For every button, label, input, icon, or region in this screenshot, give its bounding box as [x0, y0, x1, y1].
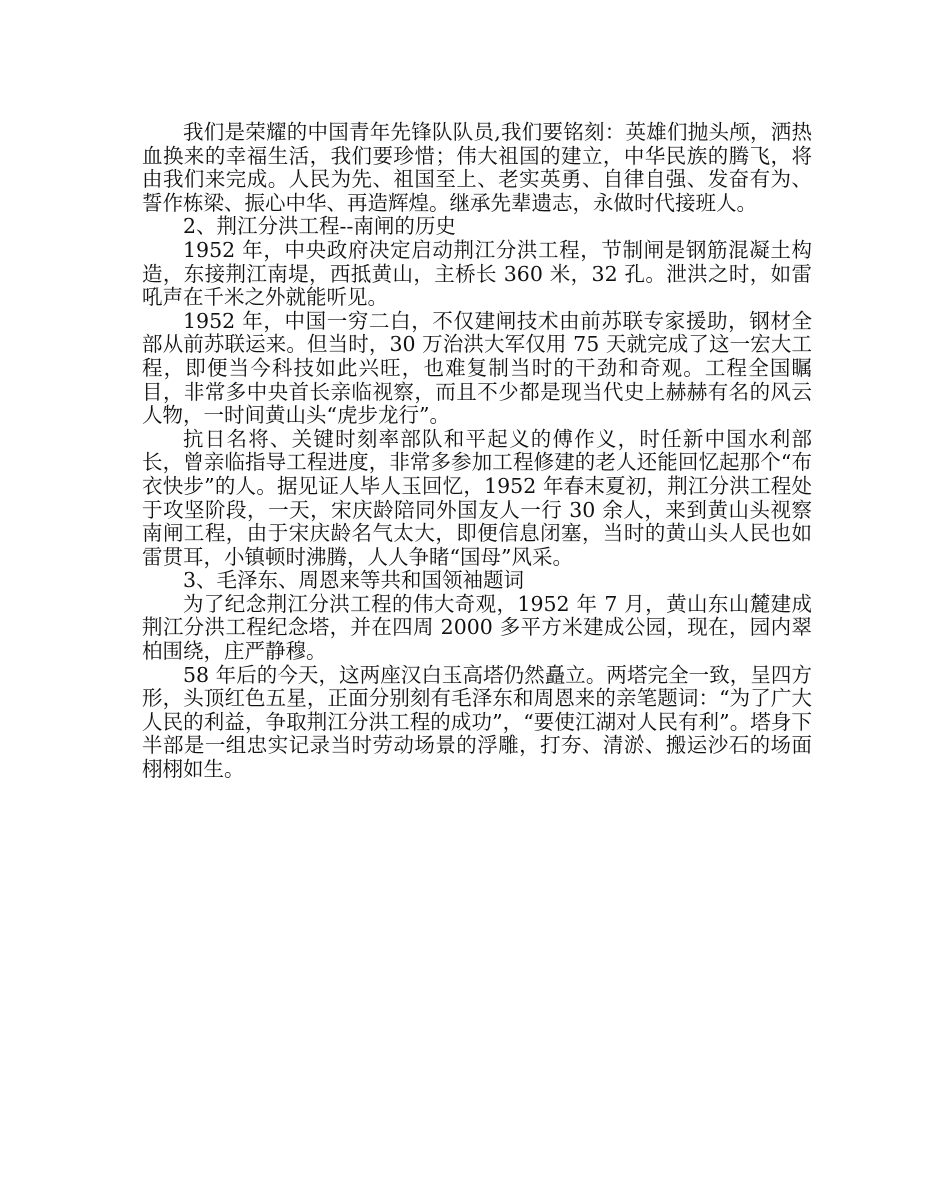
section-heading-south-gate-history: 2、荆江分洪工程--南闸的历史	[183, 214, 456, 239]
document-body	[142, 121, 812, 782]
paragraph-construction: 1952 年，中国一穷二白，不仅建闸技术由前苏联专家援助，钢材全部从前苏联运来。但当时，30 万治洪大军仅用 75 天就完成了这一宏大工程，即便当今科技如此兴旺，也难复制当时的干劲和奇观。工程全国瞩目，非常多中央首长亲临视察，而且不少都是现当代史上赫赫有名的风云人物，一时间黄山头“虎步龙行”。	[142, 308, 812, 428]
paragraph-twin-towers: 58 年后的今天，这两座汉白玉高塔仍然矗立。两塔完全一致，呈四方形，头顶红色五星，正面分别刻有毛泽东和周恩来的亲笔题词：“为了广大人民的利益，争取荆江分洪工程的成功”，“要使江湖对人民有利”。塔身下半部是一组忠实记录当时劳动场景的浮雕，打夯、清淤、搬运沙石的场面栩栩如生。	[142, 662, 812, 782]
paragraph-visitors: 抗日名将、关键时刻率部队和平起义的傅作义，时任新中国水利部长，曾亲临指导工程进度，非常多参加工程修建的老人还能回忆起那个“布衣快步”的人。据见证人毕人玉回忆，1952 年春末夏初，荆江分洪工程处于攻坚阶段，一天，宋庆龄陪同外国友人一行 30 余人，来到黄山头视察南闸工程，由于宋庆龄名气太大，即便信息闭塞，当时的黄山头人民也如雷贯耳，小镇顿时沸腾，人人争睹“国母”风采。	[142, 426, 812, 569]
paragraph-project-launch: 1952 年，中央政府决定启动荆江分洪工程，节制闸是钢筋混凝土构造，东接荆江南堤，西抵黄山，主桥长 360 米，32 孔。泄洪之时，如雷吼声在千米之外就能听见。	[142, 237, 812, 310]
paragraph-memorial-tower: 为了纪念荆江分洪工程的伟大奇观，1952 年 7 月，黄山东山麓建成荆江分洪工程纪念塔，并在四周 2000 多平方米建成公园，现在，园内翠柏围绕，庄严静穆。	[142, 591, 812, 664]
section-heading-inscriptions: 3、毛泽东、周恩来等共和国领袖题词	[183, 568, 525, 593]
paragraph-pioneers: 我们是荣耀的中国青年先锋队队员,我们要铭刻：英雄们抛头颅，洒热血换来的幸福生活，我们要珍惜；伟大祖国的建立，中华民族的腾飞，将由我们来完成。人民为先、祖国至上、老实英勇、自律自强、发奋有为、誓作栋梁、振心中华、再造辉煌。继承先辈遗志，永做时代接班人。	[142, 120, 812, 215]
